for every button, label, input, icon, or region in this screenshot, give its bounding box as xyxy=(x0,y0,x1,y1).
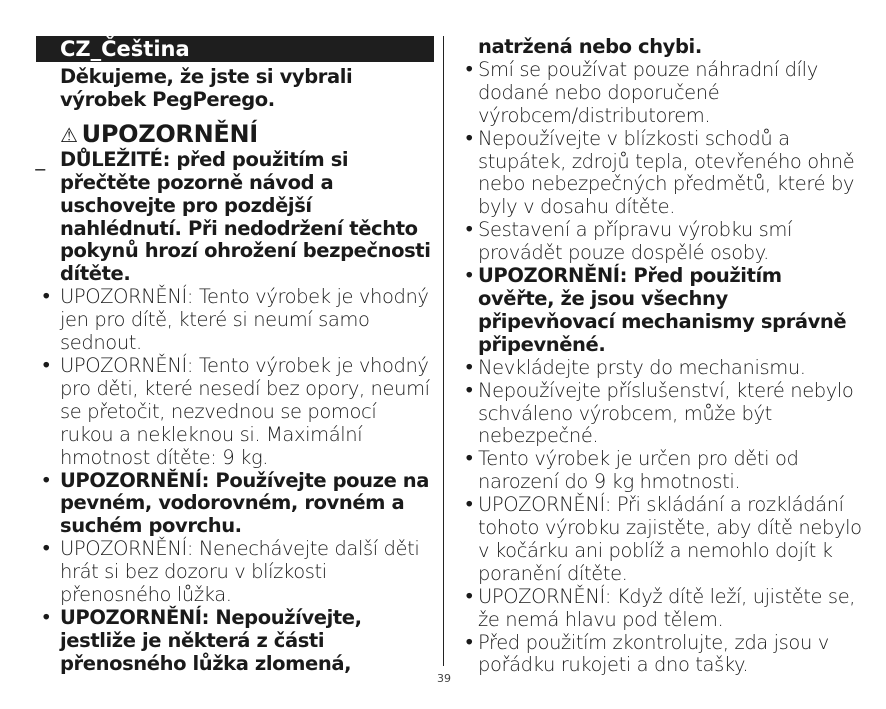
list-item-text: UPOZORNĚNÍ: Tento výrobek je vhodný jen pro dítě, které si neumí samo sednout. xyxy=(60,285,429,355)
list-item-text: UPOZORNĚNÍ: Při skládání a rozkládání tohoto výrobku zajistěte, aby dítě nebylo v kočárku ani poblíž a nemohlo dojít k poranění dítěte. xyxy=(478,493,862,585)
list-item xyxy=(462,494,862,586)
list-item-text: Nepoužívejte příslušenství, které nebylo schváleno výrobcem, může být nebezpečné. xyxy=(478,378,854,448)
list-item-text: UPOZORNĚNÍ: Když dítě leží, ujistěte se, že nemá hlavu pod tělem. xyxy=(478,584,856,631)
list-item xyxy=(462,448,862,494)
bullet-marker: • xyxy=(463,630,475,654)
list-item xyxy=(36,286,434,355)
bullet-marker: • xyxy=(463,218,475,242)
list-item-text: Nepoužívejte v blízkosti schodů a stupátek, zdrojů tepla, otevřeného ohně nebo nebezpečných předmětů, které by byly v dosahu dítěte. xyxy=(478,126,855,219)
column-divider xyxy=(443,36,444,666)
list-item xyxy=(462,380,862,449)
continuation-text: natržená nebo chybi. xyxy=(478,35,702,58)
list-item xyxy=(36,355,434,470)
bullet-marker: • xyxy=(40,285,52,309)
dash-marker: _ xyxy=(35,147,45,171)
bullet-marker: • xyxy=(463,57,475,81)
left-warning-list xyxy=(36,149,434,676)
list-item xyxy=(36,149,434,286)
list-item xyxy=(462,59,862,128)
list-item-text: UPOZORNĚNÍ: Nepoužívejte, jestliže je některá z části přenosného lůžka zlomená, xyxy=(60,605,362,675)
list-item xyxy=(36,470,434,539)
list-item xyxy=(462,265,862,357)
warning-title: UPOZORNĚNÍ xyxy=(81,119,258,148)
warning-heading xyxy=(36,120,434,149)
bullet-marker: • xyxy=(463,584,475,608)
bullet-marker: • xyxy=(463,447,475,471)
list-item-text: UPOZORNĚNÍ: Používejte pouze na pevném, vodorovném, rovném a suchém povrchu. xyxy=(60,468,430,538)
bullet-marker: • xyxy=(463,378,475,402)
right-warning-list xyxy=(462,59,862,677)
list-item xyxy=(36,538,434,607)
bullet-marker: • xyxy=(40,605,52,629)
list-item xyxy=(36,607,434,676)
right-column xyxy=(462,36,862,677)
list-item-text: Smí se používat pouze náhradní díly dodané nebo doporučené výrobcem/distributorem. xyxy=(478,57,818,127)
bullet-marker: • xyxy=(463,355,475,379)
list-item-text: Sestavení a přípravu výrobku smí provádět pouze dospělé osoby. xyxy=(478,218,793,265)
left-column xyxy=(36,36,434,676)
warning-triangle-icon: ⚠ xyxy=(60,122,78,147)
list-item-text: Před použitím zkontrolujte, zda jsou v pořádku rukojeti a dno tašky. xyxy=(478,630,829,677)
page-number: 39 xyxy=(437,672,451,685)
list-item-text: UPOZORNĚNÍ: Nenechávejte další děti hrát si bez dozoru v blízkosti přenosného lůžka. xyxy=(60,537,420,607)
language-header: CZ_Čeština xyxy=(36,36,434,62)
list-item-text: DŮLEŽITÉ: před použitím si přečtěte pozorně návod a uschovejte pro pozdější nahlédnutí. Při nedodržení těchto pokynů hrozí ohrožení bezpečnosti dítěte. xyxy=(60,147,431,286)
list-item-text: Tento výrobek je určen pro děti od narození do 9 kg hmotnosti. xyxy=(478,447,799,494)
list-item-text: UPOZORNĚNÍ: Tento výrobek je vhodný pro děti, které nesedí bez opory, neumí se přetočit, nezvednou se pomocí rukou a nekleknou si. Maximální hmotnost dítěte: 9 kg. xyxy=(60,353,430,469)
bullet-marker: • xyxy=(463,493,475,517)
bullet-marker: • xyxy=(40,468,52,492)
list-item xyxy=(462,586,862,632)
intro-text: Děkujeme, že jste si vybrali výrobek PegPerego. xyxy=(60,65,353,111)
list-item xyxy=(462,357,862,380)
list-item xyxy=(462,632,862,678)
list-item-text: Nevkládejte prsty do mechanismu. xyxy=(478,355,806,379)
list-item xyxy=(462,219,862,265)
bullet-marker: • xyxy=(463,264,475,288)
bullet-marker: • xyxy=(463,126,475,150)
list-item xyxy=(462,128,862,220)
bullet-marker: • xyxy=(40,353,52,377)
list-item-text: UPOZORNĚNÍ: Před použitím ověřte, že jsou všechny připevňovací mechanismy správně připevněné. xyxy=(478,264,847,356)
bullet-marker: • xyxy=(40,537,52,561)
